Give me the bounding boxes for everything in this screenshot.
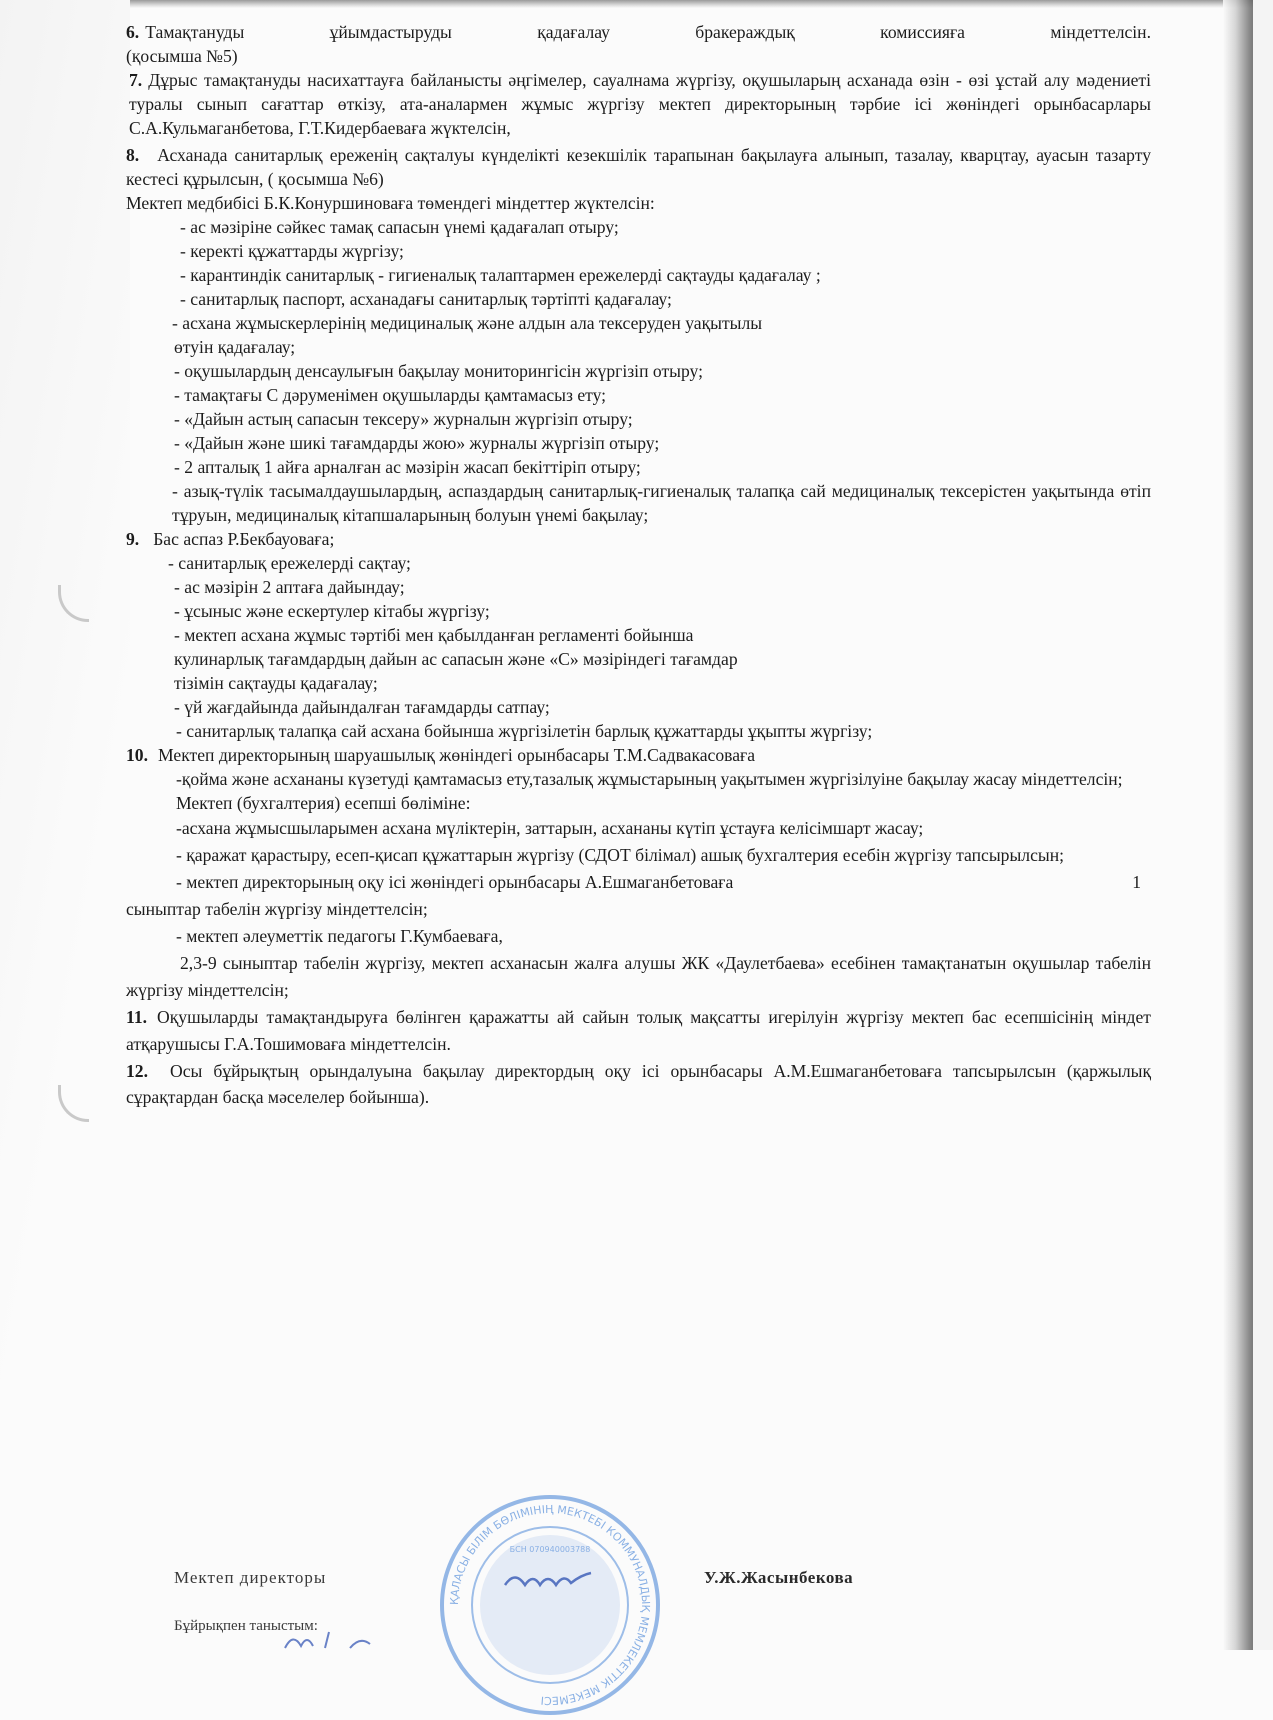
official-stamp (435, 1490, 665, 1720)
chef-duties-list (126, 551, 1151, 719)
chef-duty-last: - санитарлық талапқа сай асхана бойынша жүргізілетін барлық құжаттарды ұқыпты жүргізу; (176, 721, 873, 741)
accounting-duty-1: -асхана жұмысшыларымен асхана мүліктерін, заттарын, асхананы күтіп ұстауға келісімшарт жасау; (176, 818, 924, 838)
item-11: 11. Оқушыларды тамақтандыруға бөлінген қаражатты ай сайын толық мақсатты игерілуін жүргізу мектеп бас есепшісінің міндет атқарушысы Г.А.Тошимоваға міндеттелсін. (126, 1007, 1151, 1054)
nurse-duty-item: - оқушылардың денсаулығын бақылау мониторингісін жүргізіп отыру; (174, 361, 703, 381)
nurse-heading: Мектеп медбибісі Б.К.Конуршиноваға төмендегі міндеттер жүктелсін: (126, 193, 655, 213)
nurse-duty-last: - азық-түлік тасымалдаушылардың, аспаздардың санитарлық-гигиеналық талапқа сай медициналық тексерістен уақытында өтіп тұруын, медициналық кітапшаларының болуын үнемі бақылау; (172, 481, 1151, 525)
item-8: 8. Асханада санитарлық ереженің сақталуы күнделікті кезекшілік тарапынан бақылауға алынып, тазалау, кварцтау, ауасын тазарту кестесі құрылсын, ( қосымша №6) (126, 145, 1151, 189)
nurse-duty-item: - 2 апталық 1 айға арналған ас мәзірін жасап бекіттіріп отыру; (174, 457, 641, 477)
grade-one: 1 (1132, 872, 1141, 892)
nurse-duty-item: - «Дайын және шикі тағамдарды жою» журналы жүргізіп отыру; (174, 433, 660, 453)
director-title: Мектеп директоры (174, 1568, 327, 1587)
nurse-duty-item: - санитарлық паспорт, асханадағы санитарлық тәртіпті қадағалау; (180, 289, 672, 309)
nurse-duty-item: - керекті құжаттарды жүргізу; (180, 241, 404, 261)
stamp-emblem (480, 1535, 620, 1675)
item-7: 7. Дұрыс тамақтануды насихаттауға байланысты әңгімелер, сауалнама жүргізу, оқушыларың асханада өзін - өзі ұстай алу мәдениеті туралы сынып сағаттар өткізу, ата-аналармен жұмыс жүргізу мектеп директорының тәрбие ісі жөніндегі орынбасарлары С.А.Кульмаганбетова, Г.Т.Кидербаеваға жүктелсін, (129, 70, 1151, 138)
chef-duty-item: - ас мәзірін 2 аптаға дайындау; (174, 577, 405, 597)
social-pedagogue: - мектеп әлеуметтік педагогы Г.Кумбаеваға, (176, 926, 503, 946)
nurse-duty-item: - карантиндік санитарлық - гигиеналық талаптармен ережелерді сақтауды қадағалау ; (180, 265, 821, 285)
nurse-duty-item: - асхана жұмыскерлерінің медициналық және алдын ала тексеруден уақытылы (172, 313, 763, 333)
item-9: 9. Бас аспаз Р.Бекбауоваға; (126, 529, 335, 549)
acknowledged-label: Бұйрықпен таныстым: (174, 1618, 318, 1634)
chef-duty-item: - үй жағдайында дайындалған тағамдарды сатпау; (174, 697, 550, 717)
chef-duty-item: кулинарлық тағамдардың дайын ас сапасын және «С» мәзіріндегі тағамдар (174, 649, 738, 669)
nurse-duty-item: - тамақтағы С дәруменімен оқушыларды қамтамасыз ету; (174, 385, 607, 405)
item-6-attachment: (қосымша №5) (126, 46, 238, 66)
accounting-duty-2: - қаражат қарастыру, есеп-қисап құжаттарын жүргізу (СДОТ білімал) ашық бухгалтерия есебін жүргізу тапсырылсын; (176, 845, 1065, 865)
item-12: 12. Осы бұйрықтың орындалуына бақылау директордың оқу ісі орынбасары А.М.Ешмаганбетоваға тапсырылсын (қаржылық сұрақтардан басқа мәселелер бойынша). (126, 1061, 1151, 1107)
stamp-bin: БСН 070940003788 (509, 1545, 591, 1554)
acknowledgement-signature-icon (280, 1630, 400, 1650)
chef-duty-item: - мектеп асхана жұмыс тәртібі мен қабылданған регламенті бойынша (174, 625, 694, 645)
document-body (126, 20, 1151, 1110)
deputy-line: - мектеп директорының оқу ісі жөніндегі орынбасары А.Ешмаганбетоваға 1 (126, 869, 1151, 896)
nurse-duty-item: - «Дайын астың сапасын тексеру» журналын жүргізіп отыру; (174, 409, 633, 429)
scan-right-edge (1253, 0, 1273, 1650)
item-10-duty: -қойма және асхананы күзетуді қамтамасыз ету,тазалық жұмыстарының уақытымен жүргізілуіне бақылау жасау міндеттелсін; (176, 769, 1123, 789)
deputy-line-2: сыныптар табелін жүргізу міндеттелсін; (126, 899, 428, 919)
nurse-duty-item: - ас мәзіріне сәйкес тамақ сапасын үнемі қадағалап отыру; (180, 217, 619, 237)
nurse-duties-list (126, 215, 1151, 479)
accounting-heading: Мектеп (бухгалтерия) есепші бөліміне: (176, 793, 471, 813)
chef-duty-item: - ұсыныс және ескертулер кітабы жүргізу; (174, 601, 490, 621)
social-pedagogue-duty: 2,3-9 сыныптар табелін жүргізу, мектеп асханасын жалға алушы ЖК «Даулетбаева» есебінен тамақтанатын оқушылар табелін жүргізу міндеттелсін; (126, 953, 1151, 1000)
scan-left-margin (0, 0, 130, 1650)
signature-row (174, 1568, 974, 1598)
chef-duty-item: - санитарлық ережелерді сақтау; (168, 553, 411, 573)
item-10: 10. Мектеп директорының шаруашылық жөніндегі орынбасары Т.М.Садвакасоваға (126, 745, 756, 765)
stamp-ring-text: ҚАЛАСЫ БІЛІМ БӨЛІМІНІҢ МЕКТЕБІ КОММУНАЛДЫҚ МЕМЛЕКЕТТІК МЕКЕМЕСІ (447, 1502, 653, 1708)
item-6: 6. Тамақтануды ұйымдастыруды қадағалау бракераждық комиссияға міндеттелсін. (126, 22, 1151, 42)
chef-duty-item: тізімін сақтауды қадағалау; (174, 673, 378, 693)
nurse-duty-item: өтуін қадағалау; (174, 337, 296, 357)
scan-top-edge (0, 0, 1273, 8)
director-name: У.Ж.Жасынбекова (704, 1568, 854, 1587)
